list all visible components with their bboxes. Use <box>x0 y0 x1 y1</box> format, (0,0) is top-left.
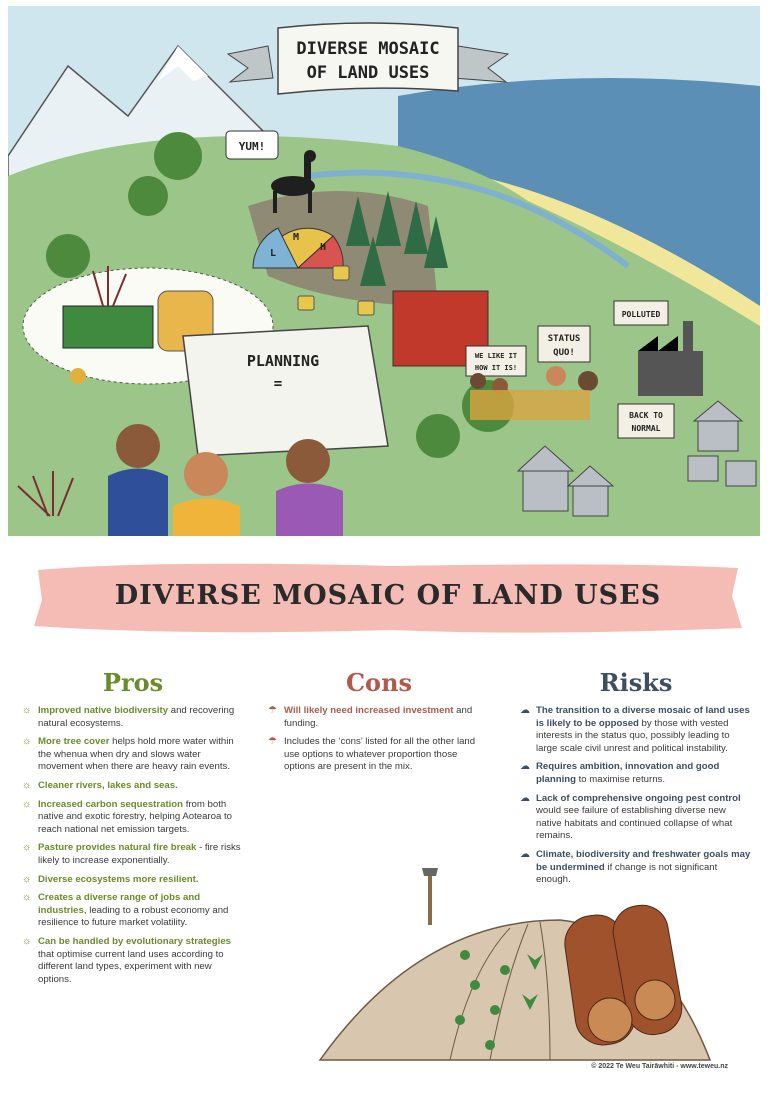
risks-item-bold: Climate, biodiversity and freshwater goals may be undermined <box>536 848 751 873</box>
copyright-footer: © 2022 Te Weu Tairāwhiti - www.teweu.nz <box>591 1063 728 1070</box>
pros-list <box>22 705 244 986</box>
sun-icon: ☼ <box>22 798 32 810</box>
ribbon-line2: OF LAND USES <box>306 63 430 83</box>
pros-item-text: helps hold more water within the whenua when dry and slows water movement when there are heavy rain events. <box>38 736 234 773</box>
cons-item-bold: Will likely need increased investment <box>284 705 454 716</box>
cons-heading: Cons <box>345 668 413 697</box>
sun-icon: ☼ <box>22 873 32 885</box>
polluted-label: POLLUTED <box>621 310 661 319</box>
pros-item-text: from both native and exotic forestry, helping Aotearoa to reach national net emission targets. <box>38 798 232 835</box>
log-pile <box>561 901 686 1048</box>
sun-icon: ☼ <box>22 842 32 854</box>
risks-item <box>520 761 752 786</box>
risks-item-text: would see failure of establishing diverse new native habitats and continued collapse of what remains. <box>536 805 733 842</box>
pros-item <box>22 799 244 837</box>
sun-icon: ☼ <box>22 892 32 904</box>
pros-item-text: , leading to a robust economy and resilience to future market volatility. <box>38 904 229 929</box>
land-plot-svg <box>300 860 720 1070</box>
status-quo-line1: STATUS <box>547 334 581 344</box>
landscape-illustration <box>8 6 760 536</box>
cons-list <box>268 705 490 774</box>
pros-item-text: - fire risks likely to increase exponentially. <box>38 842 241 866</box>
cash-stack-icon <box>63 306 153 348</box>
banner-title: DIVERSE MOSAIC OF LAND USES <box>114 580 662 611</box>
we-like-line1: WE LIKE IT <box>474 352 518 360</box>
cons-item <box>268 736 490 774</box>
pros-item <box>22 736 244 774</box>
back-normal-line1: BACK TO <box>629 411 663 420</box>
equals-label: = <box>273 376 283 392</box>
pros-item <box>22 842 244 867</box>
sun-icon: ☼ <box>22 705 32 716</box>
pros-item <box>22 874 244 887</box>
risks-item-text: if change is not significant enough. <box>536 861 718 886</box>
pros-column <box>22 668 244 992</box>
pros-item-bold: More tree cover <box>38 736 110 748</box>
pros-item-bold: Improved native biodiversity <box>38 705 169 716</box>
pros-item <box>22 705 244 730</box>
pros-item-text: that optimise current land uses according to different land types, experiment with new options. <box>38 948 224 985</box>
yum-label: YUM! <box>238 140 266 153</box>
pros-item-bold: Creates a diverse range of jobs and industries <box>38 892 201 916</box>
risks-item-text: to maximise returns. <box>575 773 666 785</box>
umbrella-icon: ☂ <box>268 736 277 748</box>
shovel-icon <box>422 868 438 925</box>
sun-icon: ☼ <box>22 779 32 791</box>
risks-item-bold: Lack of comprehensive ongoing pest control <box>536 792 741 804</box>
dial-letter-m: M <box>293 232 300 243</box>
sun-icon: ☼ <box>22 935 32 947</box>
umbrella-icon: ☂ <box>268 705 277 716</box>
pros-item-bold: Pasture provides natural fire break <box>38 842 197 854</box>
risks-item-bold: The transition to a diverse mosaic of land uses is likely to be opposed <box>536 705 750 729</box>
coin-icon <box>70 368 86 384</box>
risks-heading: Risks <box>599 668 673 697</box>
sun-icon: ☼ <box>22 736 32 748</box>
dial-letter-l: L <box>270 248 277 259</box>
ribbon-line1: DIVERSE MOSAIC <box>296 39 440 59</box>
cloud-icon: ☁ <box>520 761 530 773</box>
planning-map <box>183 326 388 456</box>
cons-item <box>268 705 490 730</box>
cons-item-text: Includes the ‘cons’ listed for all the other land use options to whatever proportion those options are present in the mix. <box>284 736 476 773</box>
status-quo-line2: QUO! <box>553 348 575 358</box>
risks-item-text: by those with vested interests in the status quo, possibly leading to large scale civil unrest and political instability. <box>536 717 730 754</box>
cloud-icon: ☁ <box>520 792 530 804</box>
cloud-icon: ☁ <box>520 848 530 860</box>
risks-item <box>520 705 752 755</box>
back-normal-line2: NORMAL <box>631 424 661 433</box>
title-banner <box>32 560 744 636</box>
risks-column <box>520 668 752 893</box>
we-like-line2: HOW IT IS! <box>474 364 518 372</box>
risks-item-bold: Requires ambition, innovation and good planning <box>536 761 720 785</box>
pros-item-bold: Cleaner rivers, lakes and seas. <box>38 779 178 791</box>
landscape-svg <box>8 6 760 536</box>
cons-item-text: and funding. <box>284 705 473 729</box>
pros-item-bold: Diverse ecosystems more resilient. <box>38 873 199 885</box>
pros-heading: Pros <box>102 668 164 697</box>
pros-item-bold: Can be handled by evolutionary strategies <box>38 935 231 947</box>
dial-letter-h: H <box>320 242 327 253</box>
cloud-icon: ☁ <box>520 705 530 716</box>
land-plot-illustration <box>300 860 720 1070</box>
pros-item <box>22 780 244 793</box>
pros-item <box>22 936 244 986</box>
pros-item <box>22 892 244 930</box>
risks-item <box>520 793 752 843</box>
pros-item-bold: Increased carbon sequestration <box>38 798 184 810</box>
cons-column <box>268 668 490 780</box>
pros-item-text: and recovering natural ecosystems. <box>38 705 235 729</box>
planning-label: PLANNING <box>246 352 320 370</box>
